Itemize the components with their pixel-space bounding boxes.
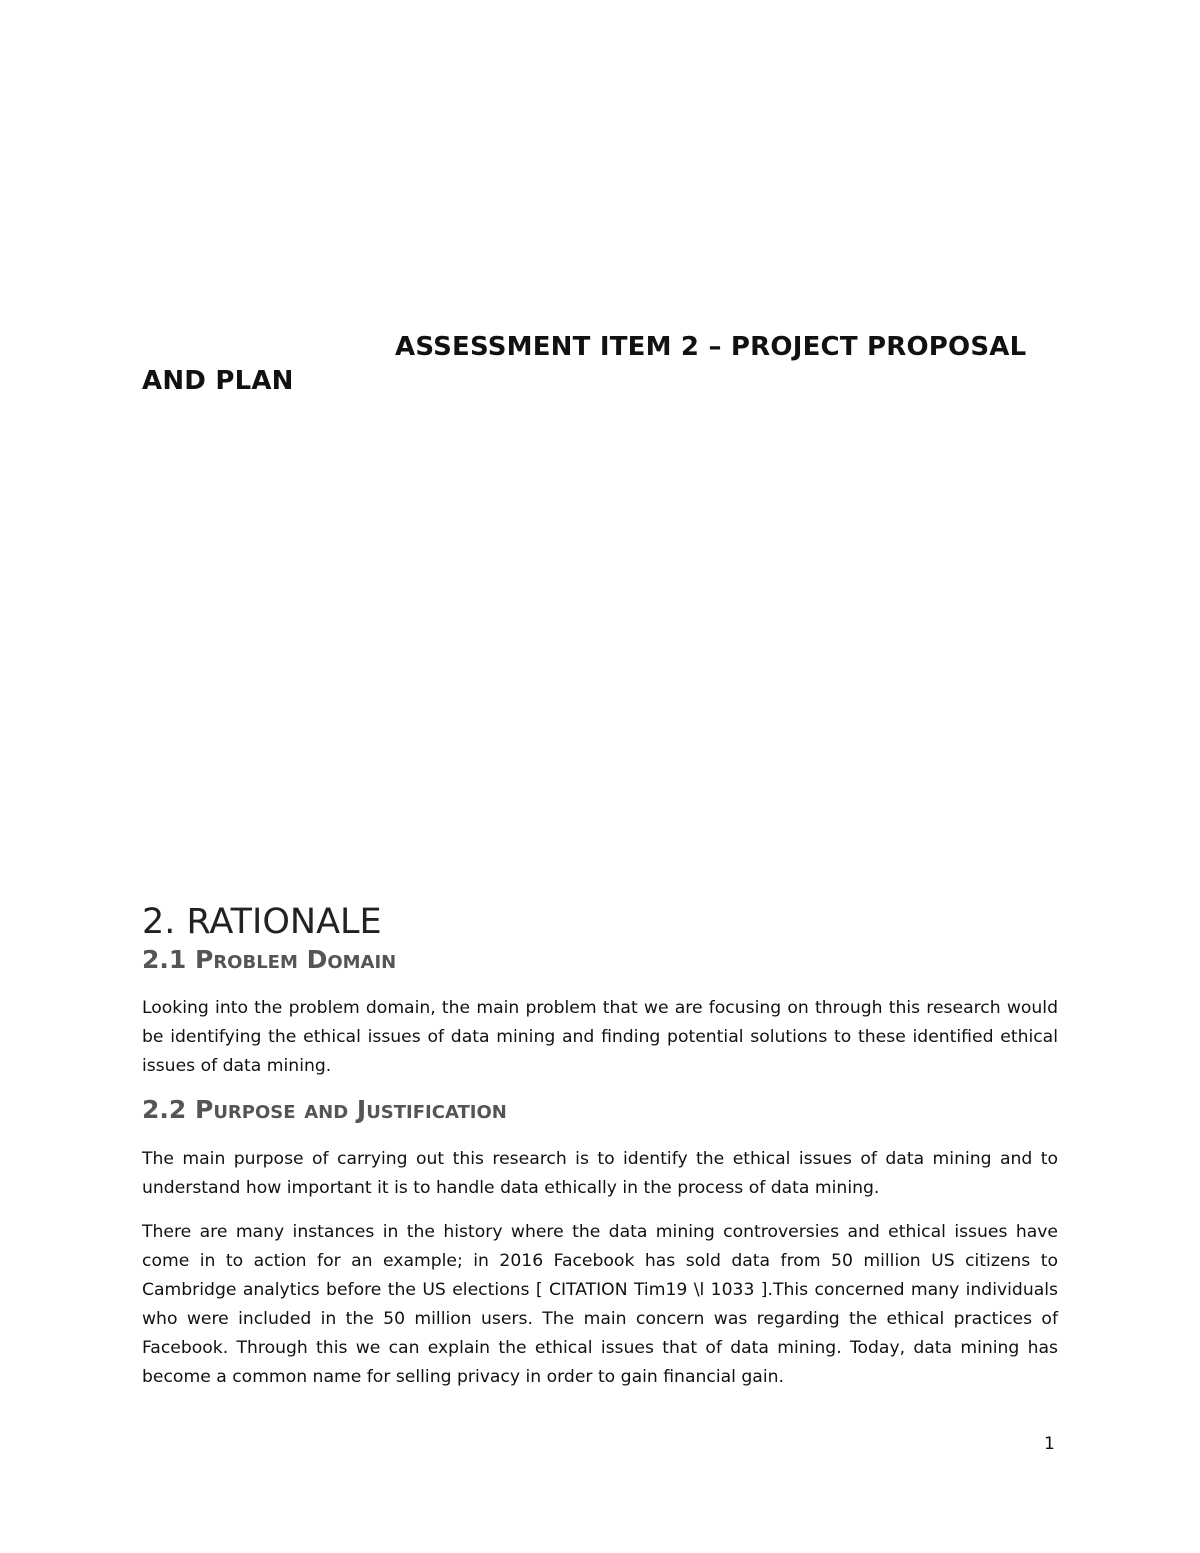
paragraph-problem-domain: Looking into the problem domain, the main problem that we are focusing on through this research would be identifying the ethical issues of data mining and finding potential solutions to these identified ethical issues of data mining. <box>142 998 1058 1076</box>
paragraph-justification: There are many instances in the history where the data mining controversies and ethical issues have come in to action for an example; in 2016 Facebook has sold data from 50 million US citizens to Cambridge analytics before the US elections [ CITATION Tim19 \l 1033 ].This concerned many individuals who were included in the 50 million users. The main concern was regarding the ethical practices of Facebook. Through this we can explain the ethical issues that of data mining. Today, data mining has become a common name for selling privacy in order to gain financial gain. <box>142 1222 1058 1387</box>
section-heading-rationale: 2. RATIONALE <box>142 902 382 942</box>
page-number: 1 <box>1044 1434 1055 1454</box>
document-title: ASSESSMENT ITEM 2 – PROJECT PROPOSAL AND PLAN <box>142 332 1027 396</box>
paragraph-purpose: The main purpose of carrying out this research is to identify the ethical issues of data mining and to understand how important it is to handle data ethically in the process of data mining. <box>142 1149 1058 1198</box>
subsection-heading-problem-domain: 2.1 Problem Domain <box>142 945 397 974</box>
subsection-heading-purpose-justification: 2.2 Purpose and Justification <box>142 1095 507 1124</box>
